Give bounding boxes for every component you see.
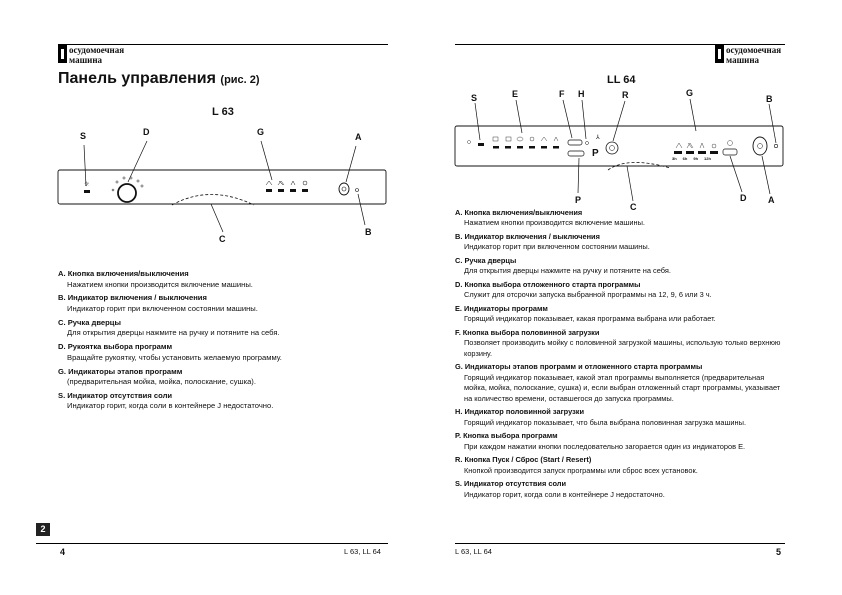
legend-item-text: Индикатор горит при включенном состоянии машины. bbox=[67, 303, 258, 313]
ll64-salt-indicator bbox=[468, 141, 485, 147]
legend-item-heading: G. Индикаторы этапов программ и отложенного старта программы bbox=[455, 362, 703, 372]
legend-item bbox=[455, 455, 785, 476]
right-footer-rule bbox=[455, 543, 785, 544]
left-page-number: 4 bbox=[60, 547, 66, 557]
legend-item bbox=[455, 304, 785, 325]
l63-callout-a: A bbox=[355, 132, 362, 142]
legend-item-text: Горящий индикатор показывает, какая программа выбрана или работает. bbox=[464, 314, 716, 324]
legend-item-heading: S. Индикатор отсутствия соли bbox=[455, 479, 567, 489]
legend-item-heading: A. Кнопка включения/выключения bbox=[455, 208, 583, 217]
ll64-callout-s: S bbox=[471, 93, 478, 103]
legend-item bbox=[455, 362, 785, 404]
delay-label-3h: 3h bbox=[672, 156, 677, 161]
legend-item-heading: G. Индикаторы этапов программ bbox=[58, 366, 183, 376]
right-footer-models: L 63, LL 64 bbox=[455, 547, 492, 556]
legend-item bbox=[455, 208, 785, 229]
legend-item-heading: S. Индикатор отсутствия соли bbox=[58, 390, 173, 400]
ll64-callout-g: G bbox=[686, 88, 694, 98]
page-title-text: Панель управления bbox=[58, 70, 216, 87]
ll64-phase-indicators bbox=[674, 143, 718, 154]
ll64-callout-f: F bbox=[559, 89, 565, 99]
legend-item-text: Горящий индикатор показывает, какой этап программы выполняется (предварительная мойка, мойка, полоскание, сушка) и, если выбран отложенный старт программы, указывает на количество времени, оставшегося до запуска программы. bbox=[464, 372, 781, 403]
l63-callout-s: S bbox=[80, 131, 87, 141]
l63-callout-b: B bbox=[365, 227, 372, 237]
legend-item-text: Кнопкой производится запуск программы или сброс всех установок. bbox=[464, 465, 698, 475]
legend-item-text: Служит для отсрочки запуска выбранной программы на 12, 9, 6 или 3 ч. bbox=[464, 290, 712, 300]
ll64-panel-outline bbox=[455, 126, 783, 166]
ll64-callout-h: H bbox=[578, 89, 585, 99]
ll64-delay-labels bbox=[672, 156, 711, 161]
ll64-callout-r: R bbox=[622, 90, 629, 100]
ll64-callout-d: D bbox=[740, 193, 747, 203]
legend-item-heading: A. Кнопка включения/выключения bbox=[58, 269, 189, 278]
delay-label-9h: 9h bbox=[693, 156, 699, 161]
left-footer-models: L 63, LL 64 bbox=[344, 547, 381, 556]
ll64-power-button bbox=[753, 137, 767, 155]
legend-item-text: Горящий индикатор показывает, что была выбрана половинная загрузка машины. bbox=[464, 417, 747, 427]
svg-text:☼: ☼ bbox=[84, 181, 90, 188]
ll64-callout-c: C bbox=[630, 202, 637, 212]
legend-item bbox=[455, 280, 785, 301]
legend-item bbox=[455, 232, 785, 253]
ll64-power-led bbox=[774, 144, 777, 147]
legend-item bbox=[455, 479, 785, 500]
ll64-leader-lines bbox=[475, 99, 776, 201]
ll64-half-load-led bbox=[586, 142, 589, 145]
legend-item bbox=[455, 431, 785, 452]
legend-item-text: Нажатием кнопки производится включение машины. bbox=[67, 279, 253, 289]
legend-item-heading: B. Индикатор включения / выключения bbox=[58, 293, 207, 303]
svg-text:⅄: ⅄ bbox=[596, 134, 600, 141]
legend-item bbox=[455, 328, 785, 359]
delay-label-12h: 12h bbox=[704, 156, 711, 161]
ll64-panel-p-label: P bbox=[592, 148, 599, 159]
model-label-ll64: LL 64 bbox=[607, 74, 636, 86]
right-page-number: 5 bbox=[776, 547, 782, 557]
ll64-half-load-button bbox=[568, 140, 582, 145]
legend-item-text: Нажатием кнопки производится включение машины. bbox=[464, 218, 645, 228]
brand-line2-right: машина bbox=[726, 55, 760, 65]
ll64-legend bbox=[455, 208, 785, 503]
page-title-ref: (рис. 2) bbox=[220, 74, 260, 86]
legend-item-heading: E. Индикаторы программ bbox=[455, 304, 548, 313]
legend-item-text: Индикатор горит, когда соли в контейнере J недостаточно. bbox=[464, 489, 665, 499]
brand-line1: осудомоечная bbox=[69, 45, 125, 55]
legend-item-text: (предварительная мойка, мойка, полоскание, сушка). bbox=[67, 377, 256, 387]
legend-item-heading: D. Кнопка выбора отложенного старта программы bbox=[455, 280, 641, 289]
ll64-program-button bbox=[568, 151, 584, 156]
legend-item-heading: P. Кнопка выбора программ bbox=[455, 431, 558, 441]
legend-item-text: Индикатор горит, когда соли в контейнере J недостаточно. bbox=[67, 401, 274, 411]
l63-callout-g: G bbox=[257, 127, 265, 137]
legend-item-text: При каждом нажатии кнопки последовательно загорается один из индикаторов E. bbox=[464, 441, 746, 451]
ll64-start-reset-button bbox=[606, 142, 618, 154]
model-label-l63: L 63 bbox=[212, 106, 234, 118]
l63-callout-c: C bbox=[219, 234, 226, 244]
legend-item-text: Индикатор горит при включенном состоянии машины. bbox=[464, 242, 650, 252]
brand-line2: машина bbox=[69, 55, 103, 65]
legend-item-heading: F. Кнопка выбора половинной загрузки bbox=[455, 328, 600, 337]
legend-item bbox=[455, 407, 785, 428]
legend-item-text: Для открытия дверцы нажмите на ручку и потяните на себя. bbox=[464, 266, 671, 276]
section-tab: 2 bbox=[36, 523, 50, 536]
ll64-delay-button bbox=[723, 149, 737, 155]
legend-item-text: Позволяет производить мойку с половинной загрузкой машины, использую только верхнюю корзину. bbox=[464, 338, 781, 358]
ll64-callout-e: E bbox=[512, 89, 519, 99]
delay-label-6h: 6h bbox=[682, 156, 688, 161]
ll64-callout-a: A bbox=[768, 195, 775, 205]
ll64-callout-b: B bbox=[766, 94, 773, 104]
legend-item-heading: R. Кнопка Пуск / Сброс (Start / Resert) bbox=[455, 455, 592, 465]
l63-callout-d: D bbox=[143, 127, 150, 137]
legend-item bbox=[455, 256, 785, 277]
ll64-callout-p: P bbox=[575, 195, 582, 205]
legend-item-heading: D. Рукоятка выбора программ bbox=[58, 342, 173, 352]
legend-item-heading: H. Индикатор половинной загрузки bbox=[455, 407, 585, 417]
ll64-program-indicators bbox=[493, 137, 559, 149]
brand-line1-right: осудомоечная bbox=[726, 45, 782, 55]
legend-item-heading: B. Индикатор включения / выключения bbox=[455, 232, 600, 241]
legend-item-heading: C. Ручка дверцы bbox=[58, 317, 121, 327]
legend-item-text: Вращайте рукоятку, чтобы установить желаемую программу. bbox=[67, 352, 282, 362]
legend-item-heading: C. Ручка дверцы bbox=[455, 256, 517, 265]
legend-item-text: Для открытия дверцы нажмите на ручку и потяните на себя. bbox=[67, 328, 280, 338]
